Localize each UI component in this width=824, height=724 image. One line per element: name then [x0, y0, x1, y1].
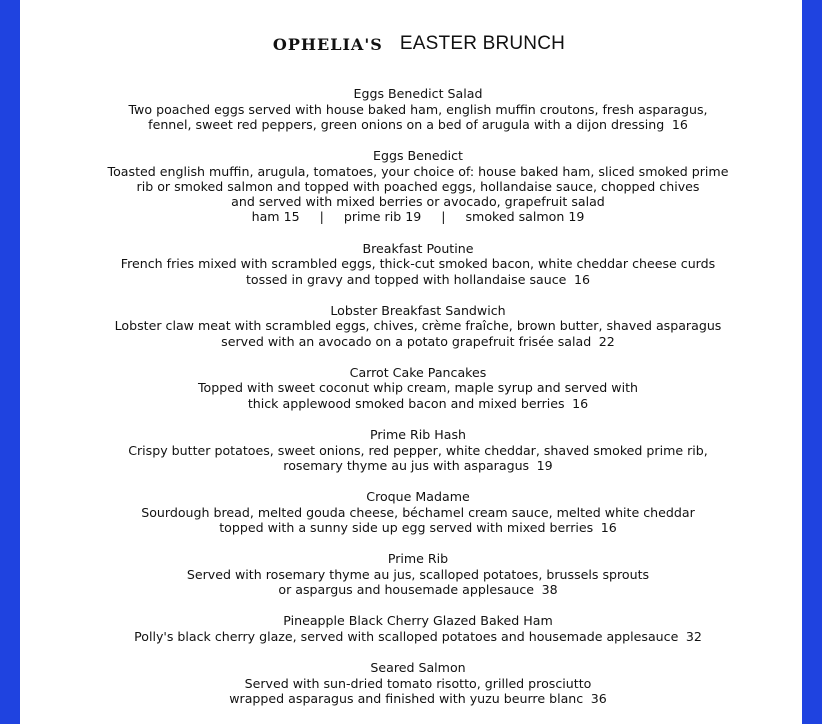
- menu-item-description-line: [30, 505, 806, 520]
- description-text: rosemary thyme au jus with asparagus: [283, 457, 530, 473]
- menu-item-description-line: [30, 334, 806, 349]
- menu-item: [30, 660, 806, 706]
- brand-logo: OPHELIA'S: [272, 34, 383, 54]
- description-text: and served with mixed berries or avocado, grapefruit salad: [231, 194, 605, 210]
- menu-item-price: 36: [590, 690, 607, 706]
- menu-item-description-line: [30, 396, 806, 411]
- menu-item-description-line: [30, 164, 806, 179]
- menu-item-description-line: [30, 117, 806, 132]
- menu-item-description-line: [30, 380, 806, 395]
- menu-item: [30, 86, 806, 132]
- menu-item-description-line: [30, 458, 806, 473]
- menu-header: [0, 33, 824, 55]
- menu-item-price: 38: [541, 582, 558, 598]
- description-text: fennel, sweet red peppers, green onions on a bed of arugula with a dijon dressing: [148, 116, 665, 132]
- menu-item: [30, 148, 806, 225]
- menu-item-options: [30, 209, 806, 224]
- description-text: Crispy butter potatoes, sweet onions, red pepper, white cheddar, shaved smoked prime rib,: [128, 442, 708, 458]
- menu-item: [30, 489, 806, 535]
- description-text: tossed in gravy and topped with hollandaise sauce: [245, 271, 567, 287]
- menu-item: [30, 551, 806, 597]
- menu-item-description-line: [30, 676, 806, 691]
- menu-item-price: 32: [685, 628, 702, 644]
- description-text: wrapped asparagus and finished with yuzu beurre blanc: [229, 690, 584, 706]
- description-text: served with an avocado on a potato grapefruit frisée salad: [221, 333, 592, 349]
- left-accent-bar: [0, 0, 20, 724]
- menu-item-name: Breakfast Poutine: [362, 240, 474, 256]
- menu-item-description-line: [30, 256, 806, 271]
- menu-item-price: 16: [572, 395, 589, 411]
- menu-item-name: Pineapple Black Cherry Glazed Baked Ham: [283, 613, 553, 629]
- menu-item-name: Prime Rib: [387, 551, 449, 567]
- description-text: Polly's black cherry glaze, served with scalloped potatoes and housemade applesauce: [134, 628, 679, 644]
- menu-item-description-line: [30, 520, 806, 535]
- description-text: Toasted english muffin, arugula, tomatoes, your choice of: house baked ham, sliced smoked prime: [107, 163, 729, 179]
- description-text: Two poached eggs served with house baked ham, english muffin croutons, fresh asparagus,: [128, 101, 708, 117]
- menu-item-option: ham 15: [251, 209, 300, 225]
- menu-item-price: 16: [600, 519, 617, 535]
- description-text: Served with rosemary thyme au jus, scalloped potatoes, brussels sprouts: [186, 566, 650, 582]
- menu-item-option: prime rib 19: [343, 209, 422, 225]
- menu-item-name: Prime Rib Hash: [369, 427, 467, 443]
- menu-item-price: 22: [598, 333, 615, 349]
- menu-item-description-line: [30, 629, 806, 644]
- menu-item-name: Seared Salmon: [370, 660, 466, 676]
- menu-item-price: 16: [671, 116, 688, 132]
- description-text: Lobster claw meat with scrambled eggs, chives, crème fraîche, brown butter, shaved asparagus: [114, 318, 722, 334]
- description-text: Served with sun-dried tomato risotto, grilled prosciutto: [244, 675, 592, 691]
- menu-item-description-line: [30, 318, 806, 333]
- description-text: or aspargus and housemade applesauce: [278, 582, 535, 598]
- option-separator: |: [319, 209, 324, 225]
- menu-item-description-line: [30, 582, 806, 597]
- menu-item: [30, 613, 806, 644]
- menu-title: EASTER BRUNCH: [399, 33, 566, 54]
- description-text: French fries mixed with scrambled eggs, thick-cut smoked bacon, white cheddar cheese curds: [120, 256, 716, 272]
- menu-item-name: Lobster Breakfast Sandwich: [330, 302, 506, 318]
- menu-item-description-line: [30, 102, 806, 117]
- menu-list: [30, 86, 806, 722]
- menu-item-name: Eggs Benedict Salad: [353, 86, 483, 101]
- menu-item-name: Eggs Benedict: [373, 148, 463, 164]
- menu-item: [30, 303, 806, 349]
- menu-item: [30, 241, 806, 287]
- menu-item-price: 19: [536, 457, 553, 473]
- menu-item-description-line: [30, 179, 806, 194]
- menu-item-name: Carrot Cake Pancakes: [349, 364, 487, 380]
- description-text: Sourdough bread, melted gouda cheese, béchamel cream sauce, melted white cheddar: [141, 504, 695, 520]
- description-text: rib or smoked salmon and topped with poached eggs, hollandaise sauce, chopped chives: [136, 178, 700, 194]
- description-text: topped with a sunny side up egg served with mixed berries: [219, 519, 594, 535]
- description-text: thick applewood smoked bacon and mixed berries: [247, 395, 565, 411]
- menu-item: [30, 365, 806, 411]
- menu-item-description-line: [30, 691, 806, 706]
- menu-item: [30, 427, 806, 473]
- description-text: Topped with sweet coconut whip cream, maple syrup and served with: [197, 380, 639, 396]
- menu-item-description-line: [30, 567, 806, 582]
- menu-item-name: Croque Madame: [366, 489, 470, 505]
- menu-item-description-line: [30, 443, 806, 458]
- menu-item-description-line: [30, 272, 806, 287]
- menu-item-price: 16: [573, 271, 590, 287]
- option-separator: |: [441, 209, 446, 225]
- menu-item-description-line: [30, 194, 806, 209]
- menu-item-option: smoked salmon 19: [465, 209, 585, 225]
